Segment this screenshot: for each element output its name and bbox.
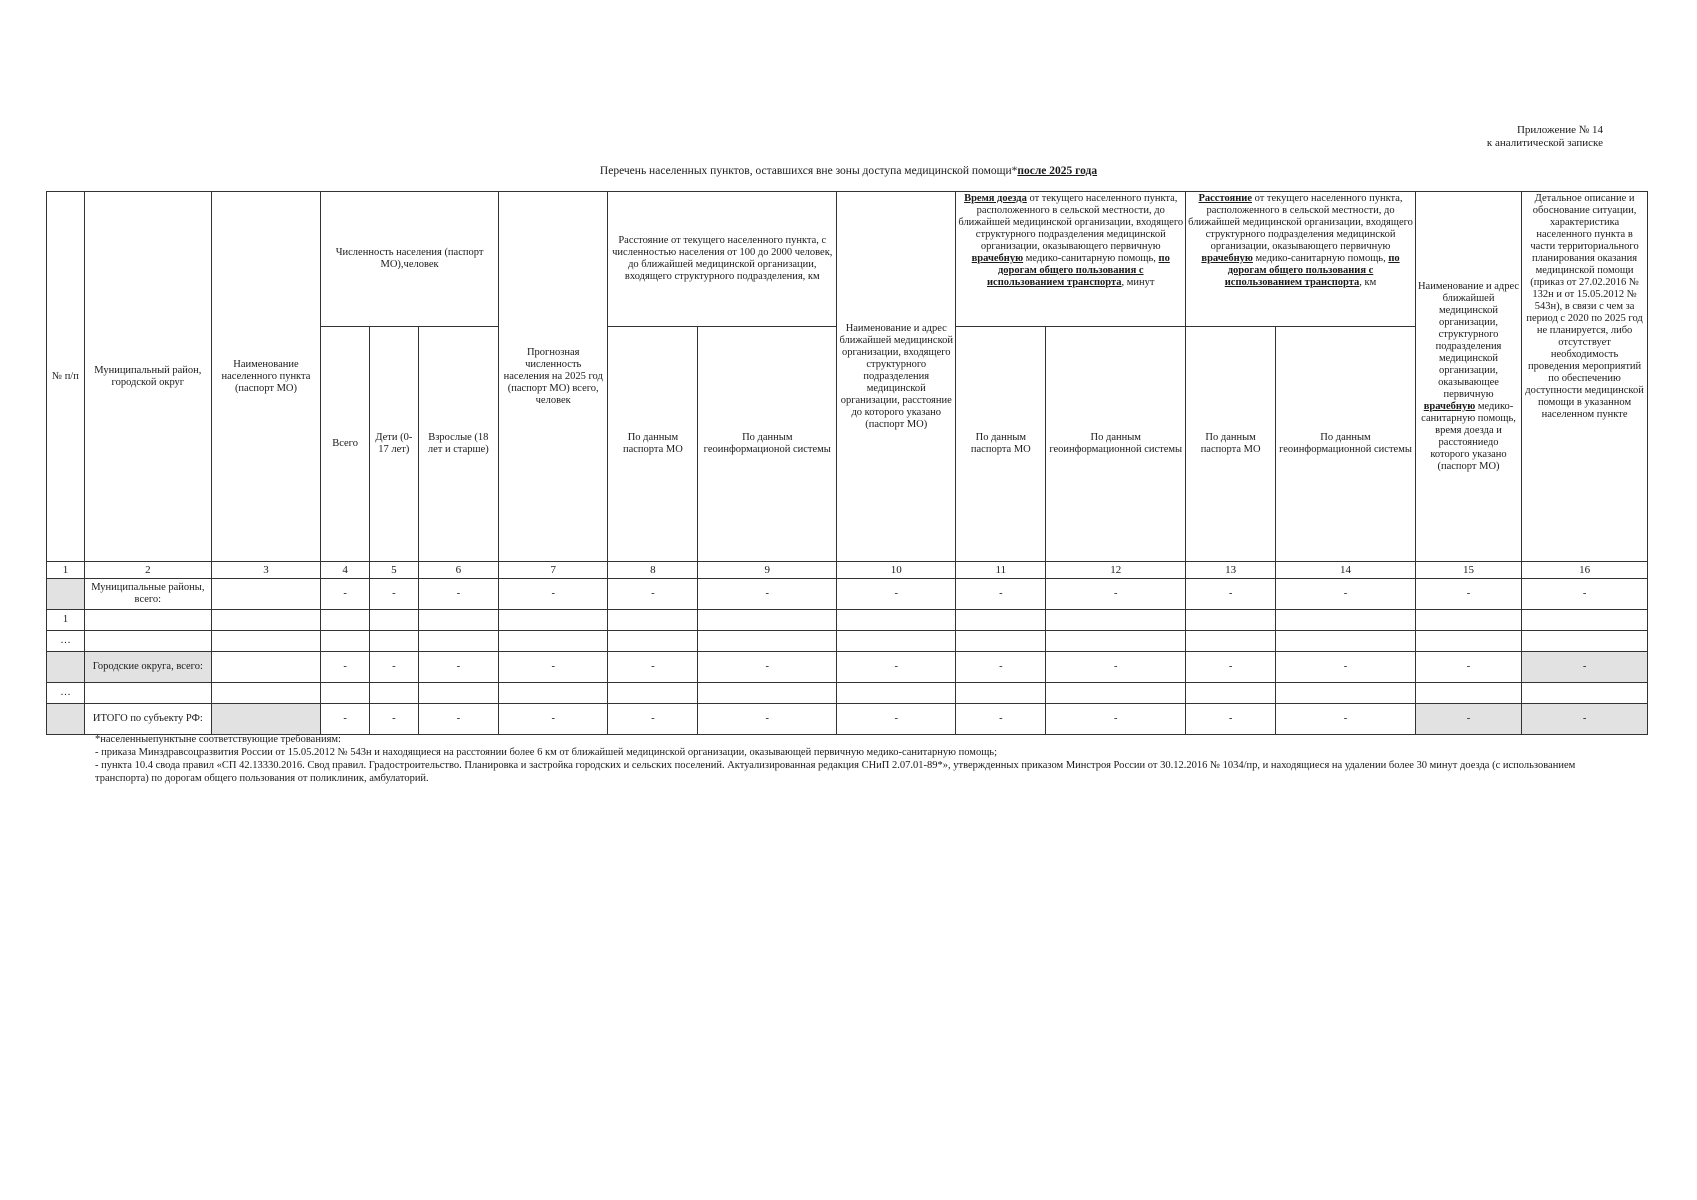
settlements-table	[46, 191, 1648, 735]
table-cell: -	[498, 704, 607, 735]
column-number: 7	[498, 562, 607, 579]
appendix-line-1: Приложение № 14	[1516, 124, 1603, 136]
table-cell	[1415, 631, 1521, 652]
table-cell	[608, 683, 698, 704]
table-cell: -	[1276, 579, 1416, 610]
table-cell: -	[956, 704, 1046, 735]
table-cell	[1415, 683, 1521, 704]
table-cell: -	[1186, 704, 1276, 735]
header-col-10: Наименование и адрес ближайшей медицинской организации, входящего структурного подразделения медицинской организации, расстояние до которого указано (паспорт МО)	[837, 192, 956, 562]
table-cell: -	[698, 652, 837, 683]
table-cell: -	[369, 704, 418, 735]
table-cell	[211, 704, 320, 735]
time-group-title: Время доезда	[964, 193, 1027, 204]
table-cell	[369, 683, 418, 704]
table-cell: -	[1276, 704, 1416, 735]
table-cell	[956, 631, 1046, 652]
table-cell: -	[956, 579, 1046, 610]
table-cell	[837, 631, 956, 652]
table-cell	[211, 652, 320, 683]
time-group-text-2: медико-санитарную помощь,	[1023, 253, 1159, 264]
table-cell	[837, 683, 956, 704]
table-cell: …	[47, 631, 85, 652]
time-group-emph-3: по дорогам общего пользования с использованием транспорта	[986, 253, 1170, 288]
table-row	[47, 683, 1648, 704]
col15-text-2: медико-санитарную помощь, время доезда и расстояниедо которого указано (паспорт МО)	[1421, 400, 1516, 472]
header-col-15	[1415, 192, 1521, 562]
footnotes	[95, 733, 1615, 785]
table-cell: -	[369, 652, 418, 683]
header-col-6: Взрослые (18 лет и старше)	[418, 327, 498, 562]
header-col-1: № п/п	[47, 192, 85, 562]
table-cell: -	[698, 704, 837, 735]
header-col-14: По данным геоинформационной системы	[1276, 327, 1416, 562]
table-row	[47, 652, 1648, 683]
table-cell: -	[608, 652, 698, 683]
table-cell: -	[956, 652, 1046, 683]
table-cell	[1415, 610, 1521, 631]
table-cell	[498, 610, 607, 631]
column-number: 14	[1276, 562, 1416, 579]
column-number: 6	[418, 562, 498, 579]
column-number: 5	[369, 562, 418, 579]
column-number: 1	[47, 562, 85, 579]
col15-emph: врачебную	[1423, 400, 1476, 412]
table-cell	[211, 579, 320, 610]
header-road-group	[1186, 192, 1416, 327]
column-number: 8	[608, 562, 698, 579]
col15-text-1: Наименование и адрес ближайшей медицинской организации, структурного подразделения медицинской организации, оказывающее первичную	[1417, 280, 1520, 400]
table-cell	[1046, 610, 1186, 631]
header-col-2: Муниципальный район, городской округ	[84, 192, 211, 562]
table-cell: -	[1186, 652, 1276, 683]
table-cell	[1046, 631, 1186, 652]
table-cell: 1	[47, 610, 85, 631]
row-label-municipal: Муниципальные районы, всего:	[84, 579, 211, 610]
road-group-text-1: от текущего населенного пункта, расположенного в сельской местности, до ближайшей медицинской организации, входящего структурного подразделения медицинской организации, оказывающего первичную	[1188, 193, 1413, 252]
road-group-emph-3: по дорогам общего пользования с использованием транспорта	[1224, 253, 1400, 288]
table-cell: -	[1522, 704, 1648, 735]
table-cell: -	[1415, 652, 1521, 683]
table-row	[47, 610, 1648, 631]
table-cell: -	[418, 704, 498, 735]
appendix-line-2: к аналитической записке	[1486, 137, 1603, 149]
column-number: 9	[698, 562, 837, 579]
table-cell: -	[837, 704, 956, 735]
column-numbers-row	[47, 562, 1648, 579]
header-population-group: Численность населения (паспорт МО),человек	[321, 192, 499, 327]
table-cell	[47, 652, 85, 683]
road-group-text-2: медико-санитарную помощь,	[1252, 253, 1389, 264]
column-number: 2	[84, 562, 211, 579]
road-group-text-3: , км	[1359, 277, 1377, 288]
table-cell: -	[608, 579, 698, 610]
table-cell	[1522, 631, 1648, 652]
table-cell: -	[837, 579, 956, 610]
table-cell	[498, 683, 607, 704]
table-cell	[1276, 631, 1416, 652]
table-row	[47, 704, 1648, 735]
table-cell: -	[321, 579, 370, 610]
column-number: 10	[837, 562, 956, 579]
table-cell	[369, 610, 418, 631]
column-number: 4	[321, 562, 370, 579]
table-cell	[698, 631, 837, 652]
table-cell	[418, 683, 498, 704]
table-cell	[321, 683, 370, 704]
road-group-emph-2: врачебную	[1201, 253, 1253, 264]
table-cell	[1186, 683, 1276, 704]
document-title	[0, 165, 1697, 177]
footnote-item-1: - приказа Минздравсоцразвития России от 15.05.2012 № 543н и находящиеся на расстоянии более 6 км от ближайшей медицинской организации, оказывающей первичную медико-санитарную помощь;	[95, 747, 997, 758]
time-group-text-1: от текущего населенного пункта, расположенного в сельской местности, до ближайшей медицинской организации, входящего структурного подразделения медицинской организации, оказывающего первичную	[958, 193, 1184, 252]
table-cell	[1186, 631, 1276, 652]
header-col-7: Прогнозная численность населения на 2025 год (паспорт МО) всего, человек	[498, 192, 607, 562]
table-cell	[47, 579, 85, 610]
table-cell	[84, 610, 211, 631]
table-cell	[321, 631, 370, 652]
table-cell	[1522, 683, 1648, 704]
column-number: 13	[1186, 562, 1276, 579]
table-cell: -	[1046, 579, 1186, 610]
table-cell: …	[47, 683, 85, 704]
header-col-11: По данным паспорта МО	[956, 327, 1046, 562]
table-cell: -	[369, 579, 418, 610]
table-row	[47, 631, 1648, 652]
column-number: 12	[1046, 562, 1186, 579]
table-cell: -	[498, 579, 607, 610]
table-cell: -	[698, 579, 837, 610]
header-col-16: Детальное описание и обоснование ситуации, характеристика населенного пункта в части территориального планирования оказания медицинской помощи (приказ от 27.02.2016 № 132н и от 15.05.2012 № 543н), в связи с чем за период с 2020 по 2025 год не планируется, либо отсутствует необходимость проведения мероприятий по обеспечению доступности медицинской помощи в указанном населенном пункте	[1522, 192, 1648, 562]
road-group-title: Расстояние	[1198, 193, 1252, 204]
table-cell: -	[837, 652, 956, 683]
table-cell: -	[1415, 579, 1521, 610]
table-row	[47, 579, 1648, 610]
header-row-1	[47, 192, 1648, 327]
header-col-12: По данным геоинформационной системы	[1046, 327, 1186, 562]
header-col-13: По данным паспорта МО	[1186, 327, 1276, 562]
table-cell: -	[1276, 652, 1416, 683]
table-cell: -	[608, 704, 698, 735]
header-col-9: По данным геоинформационой системы	[698, 327, 837, 562]
table-cell: -	[418, 652, 498, 683]
table-cell	[956, 610, 1046, 631]
table-cell	[1522, 610, 1648, 631]
time-group-emph-2: врачебную	[971, 253, 1024, 264]
column-number: 3	[211, 562, 320, 579]
header-col-4: Всего	[321, 327, 370, 562]
header-distance-group: Расстояние от текущего населенного пункта, с численностью населения от 100 до 2000 человек, до ближайшей медицинской организации, входящего структурного подразделения, км	[608, 192, 837, 327]
table-cell	[608, 631, 698, 652]
footnote-item-2: - пункта 10.4 свода правил «СП 42.13330.2016. Свод правил. Градостроительство. Планировка и застройка городских и сельских поселений. Актуализированная редакция СНиП 2.07.01-89*», утвержденных приказом Минстроя России от 30.12.2016 № 1034/пр, и находящиеся на удалении более 30 минут доезда (с использованием транспорта) по дорогам общего пользования от поликлиник, амбулаторий.	[95, 760, 1576, 784]
table-cell: -	[418, 579, 498, 610]
footnote-intro: *населенныепунктыне соответствующие требованиям:	[95, 734, 341, 745]
table-cell	[956, 683, 1046, 704]
table-cell: -	[321, 652, 370, 683]
column-number: 16	[1522, 562, 1648, 579]
table-cell	[498, 631, 607, 652]
document-title-emphasis: после 2025 года	[1017, 165, 1098, 177]
table-cell	[211, 631, 320, 652]
table-cell	[698, 683, 837, 704]
header-col-5: Дети (0-17 лет)	[369, 327, 418, 562]
table-cell	[1276, 610, 1416, 631]
document-title-main: Перечень населенных пунктов, оставшихся вне зоны доступа медицинской помощи*	[599, 165, 1018, 177]
header-time-group	[956, 192, 1186, 327]
appendix-header	[1487, 124, 1603, 150]
table-cell: -	[1186, 579, 1276, 610]
table-cell	[1046, 683, 1186, 704]
table-cell	[84, 631, 211, 652]
table-cell: -	[1522, 579, 1648, 610]
table-cell	[211, 610, 320, 631]
table-cell	[84, 683, 211, 704]
column-number: 15	[1415, 562, 1521, 579]
table-cell: -	[1522, 652, 1648, 683]
table-cell	[608, 610, 698, 631]
row-label-total: ИТОГО по субъекту РФ:	[84, 704, 211, 735]
table-cell: -	[498, 652, 607, 683]
table-cell	[1186, 610, 1276, 631]
header-col-8: По данным паспорта МО	[608, 327, 698, 562]
table-cell	[211, 683, 320, 704]
table-cell	[321, 610, 370, 631]
table-cell	[698, 610, 837, 631]
header-col-3: Наименование населенного пункта (паспорт МО)	[211, 192, 320, 562]
table-cell: -	[321, 704, 370, 735]
table-cell: -	[1046, 652, 1186, 683]
table-cell: -	[1046, 704, 1186, 735]
table-cell	[47, 704, 85, 735]
table-cell	[1276, 683, 1416, 704]
table-cell	[369, 631, 418, 652]
table-cell	[418, 631, 498, 652]
time-group-text-3: , минут	[1121, 277, 1155, 288]
table-cell	[418, 610, 498, 631]
column-number: 11	[956, 562, 1046, 579]
table-cell	[837, 610, 956, 631]
table-cell: -	[1415, 704, 1521, 735]
row-label-urban: Городские округа, всего:	[84, 652, 211, 683]
